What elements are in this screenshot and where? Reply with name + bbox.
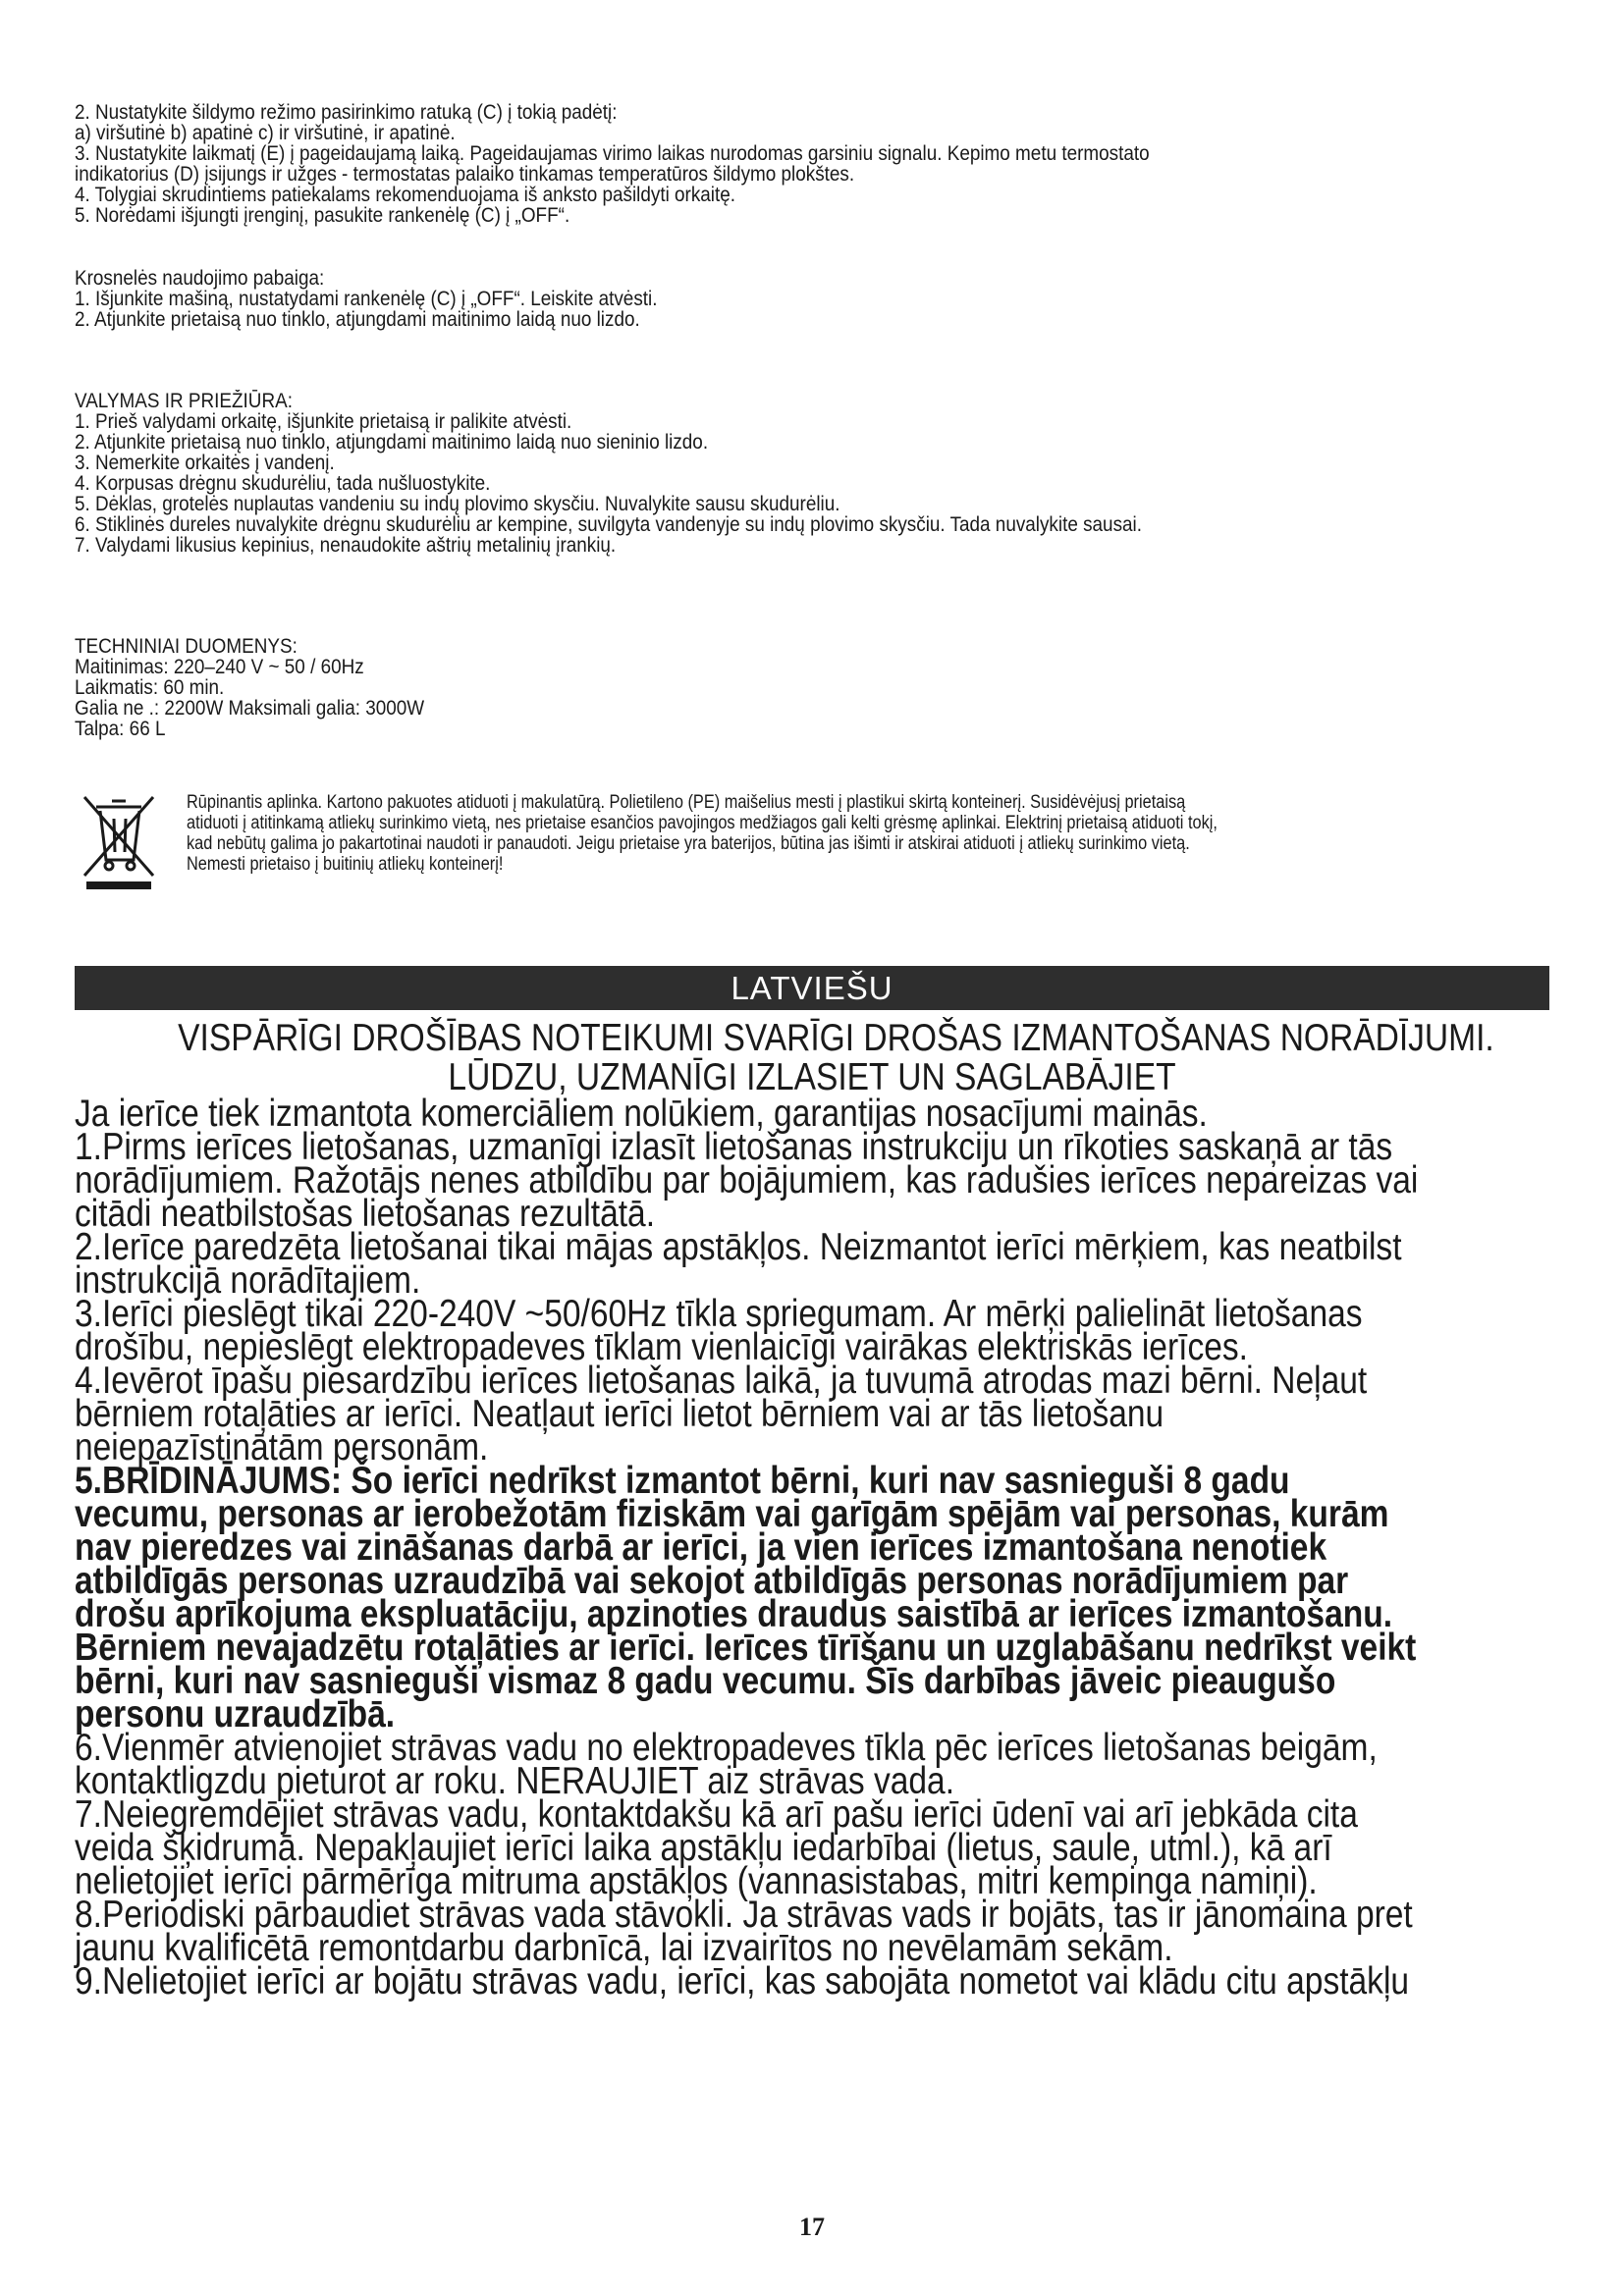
body-line: 7.Neiegremdējiet strāvas vadu, kontaktdakšu kā arī pašu ierīci ūdenī vai arī jebkāda cita [75, 1793, 1358, 1836]
body-line: veida šķidrumā. Nepakļaujiet ierīci laika apstākļu iedarbībai (lietus, saule, utml.), kā arī [75, 1827, 1332, 1869]
body-line: drošību, nepieslēgt elektropadeves tīklam vienlaicīgi vairākas elektriskās ierīces. [75, 1326, 1248, 1368]
body-line: instrukcijā norādītajiem. [75, 1259, 421, 1302]
body-line: Ja ierīce tiek izmantota komerciāliem nolūkiem, garantijas nosacījumi mainās. [75, 1093, 1208, 1135]
step-line: 5. Norėdami išjungti įrenginį, pasukite rankenėlę (C) į „OFF“. [75, 204, 570, 227]
list-item: 5. Dėklas, grotelės nuplautas vandeniu su indų plovimo skysčiu. Nuvalykite sausu skudurėliu. [75, 493, 840, 515]
warning-line: bērni, kuri nav sasnieguši vismaz 8 gadu vecumu. Šīs darbības jāveic pieaugušo [75, 1660, 1336, 1702]
notice-line: Nemesti prietaiso į buitinių atliekų konteinerį! [187, 854, 504, 875]
list-item: 2. Atjunkite prietaisą nuo tinklo, atjungdami maitinimo laidą nuo sieninio lizdo. [75, 431, 709, 454]
body-line: 9.Nelietojiet ierīci ar bojātu strāvas vadu, ierīci, kas sabojāta nometot vai klādu citu apstākļu [75, 1960, 1410, 2002]
section-title: TECHNINIAI DUOMENYS: [75, 635, 298, 658]
step-line: 3. Nustatykite laikmatį (E) į pageidaujamą laiką. Pageidaujamas virimo laikas nurodomas garsiniu signalu. Kepimo metu termostato [75, 142, 1150, 165]
list-item: Galia ne .: 2200W Maksimali galia: 3000W [75, 697, 425, 720]
warning-line: Bērniem nevajadzētu rotaļāties ar ierīci. Ierīces tīrīšanu un uzglabāšanu nedrīkst veikt [75, 1627, 1417, 1669]
body-line: neiepazīstinātām personām. [75, 1426, 489, 1468]
safety-body [75, 1093, 1419, 2002]
body-line: jaunu kvalificētā remontdarbu darbnīcā, lai izvairītos no nevēlamām sekām. [75, 1927, 1173, 1969]
top-steps [75, 102, 1150, 226]
list-item: Talpa: 66 L [75, 718, 166, 740]
crossed-out-wheelie-bin-icon [77, 791, 161, 891]
page-number: 17 [799, 2213, 825, 2241]
body-line: 1.Pirms ierīces lietošanas, uzmanīgi izlasīt lietošanas instrukciju un rīkoties saskaņā ar tās [75, 1126, 1393, 1168]
step-line: a) viršutinė b) apatinė c) ir viršutinė, ir apatinė. [75, 122, 456, 144]
heading-line: VISPĀRĪGI DROŠĪBAS NOTEIKUMI SVARĪGI DROŠAS IZMANTOŠANAS NORĀDĪJUMI. [178, 1017, 1494, 1059]
section-title: Krosnelės naudojimo pabaiga: [75, 267, 325, 290]
body-line: nelietojiet ierīci pārmērīga mitruma apstākļos (vannasistabas, mitri kempinga namiņi). [75, 1860, 1318, 1902]
list-item: 6. Stiklinės dureles nuvalykite drėgnu skudurėliu ar kempine, suvilgyta vandenyje su indų plovimo skysčiu. Tada nuvalykite sausai. [75, 513, 1142, 536]
finish-section [75, 268, 657, 330]
warning-line: personu uzraudzībā. [75, 1693, 396, 1735]
body-line: kontaktligzdu pieturot ar roku. NERAUJIET aiz strāvas vada. [75, 1760, 955, 1802]
list-item: 4. Korpusas drėgnu skudurėliu, tada nušluostykite. [75, 472, 491, 495]
body-line: norādījumiem. Ražotājs nenes atbildību par bojājumiem, kas radušies ierīces nepareizas vai [75, 1159, 1419, 1201]
safety-heading [75, 1019, 1549, 1097]
step-line: indikatorius (D) įsijungs ir užges - termostatas palaiko tinkamas temperatūros šildymo plokštes. [75, 163, 855, 186]
cleaning-section [75, 391, 1142, 556]
notice-line: kad nebūtų galima jo pakartotinai naudoti ir panaudoti. Jeigu prietaise yra baterijos, būtina jas išimti ir atskirai atiduoti į atliekų surinkimo vietą. [187, 833, 1190, 854]
list-item: 1. Išjunkite mašiną, nustatydami rankenėlę (C) į „OFF“. Leiskite atvėsti. [75, 288, 658, 310]
warning-line: atbildīgās personas uzraudzībā vai sekojot atbildīgās personas norādījumiem par [75, 1560, 1349, 1602]
warning-line: vecumu, personas ar ierobežotām fiziskām vai garīgām spējām vai personas, kurām [75, 1493, 1389, 1535]
body-line: 4.Ievērot īpašu piesardzību ierīces lietošanas laikā, ja tuvumā atrodas mazi bērni. Neļaut [75, 1360, 1368, 1402]
warning-line: drošu aprīkojuma ekspluatāciju, apzinoties draudus saistībā ar ierīces izmantošanu. [75, 1593, 1393, 1635]
notice-line: atiduoti į atitinkamą atliekų surinkimo vietą, nes prietaise esančios pavojingos medžiagos gali kelti grėsmę aplinkai. Elektrinį prietaisą atiduoti tokį, [187, 813, 1218, 833]
tech-section [75, 636, 424, 739]
list-item: 1. Prieš valydami orkaitę, išjunkite prietaisą ir palikite atvėsti. [75, 410, 572, 433]
list-item: 7. Valydami likusius kepinius, nenaudokite aštrių metalinių įrankių. [75, 534, 617, 557]
step-line: 2. Nustatykite šildymo režimo pasirinkimo ratuką (C) į tokią padėtį: [75, 101, 618, 124]
warning-line: 5.BRĪDINĀJUMS: Šo ierīci nedrīkst izmantot bērni, kuri nav sasnieguši 8 gadu [75, 1460, 1290, 1502]
heading-line: LŪDZU, UZMANĪGI IZLASIET UN SAGLABĀJIET [448, 1056, 1176, 1098]
list-item: Maitinimas: 220–240 V ~ 50 / 60Hz [75, 656, 364, 678]
list-item: Laikmatis: 60 min. [75, 676, 225, 699]
list-item: 3. Nemerkite orkaitės į vandenį. [75, 452, 335, 474]
notice-line: Rūpinantis aplinka. Kartono pakuotes atiduoti į makulatūrą. Polietileno (PE) maišelius mesti į plastikui skirtą konteinerį. Susidėvėjusį prietaisą [187, 792, 1186, 813]
step-line: 4. Tolygiai skrudintiems patiekalams rekomenduojama iš anksto pašildyti orkaitę. [75, 184, 736, 206]
environment-notice [187, 792, 1218, 875]
body-line: 6.Vienmēr atvienojiet strāvas vadu no elektropadeves tīkla pēc ierīces lietošanas beigām, [75, 1727, 1378, 1769]
warning-line: nav pieredzes vai zināšanas darbā ar ierīci, ja vien ierīces izmantošana nenotiek [75, 1526, 1327, 1569]
body-line: citādi neatbilstošas lietošanas rezultātā. [75, 1193, 656, 1235]
language-banner [75, 966, 1549, 1010]
section-title: VALYMAS IR PRIEŽIŪRA: [75, 390, 293, 412]
body-line: 3.Ierīci pieslēgt tikai 220-240V ~50/60Hz tīkla spriegumam. Ar mērķi palielināt lietošanas [75, 1293, 1363, 1335]
list-item: 2. Atjunkite prietaisą nuo tinklo, atjungdami maitinimo laidą nuo lizdo. [75, 308, 640, 331]
body-line: bērniem rotaļāties ar ierīci. Neatļaut ierīci lietot bērniem vai ar tās lietošanu [75, 1393, 1164, 1435]
banner-label: LATVIEŠU [731, 969, 893, 1006]
body-line: 2.Ierīce paredzēta lietošanai tikai mājas apstākļos. Neizmantot ierīci mērķiem, kas neatbilst [75, 1226, 1402, 1268]
body-line: 8.Periodiski pārbaudiet strāvas vada stāvokli. Ja strāvas vads ir bojāts, tas ir jānomaina pret [75, 1894, 1413, 1936]
